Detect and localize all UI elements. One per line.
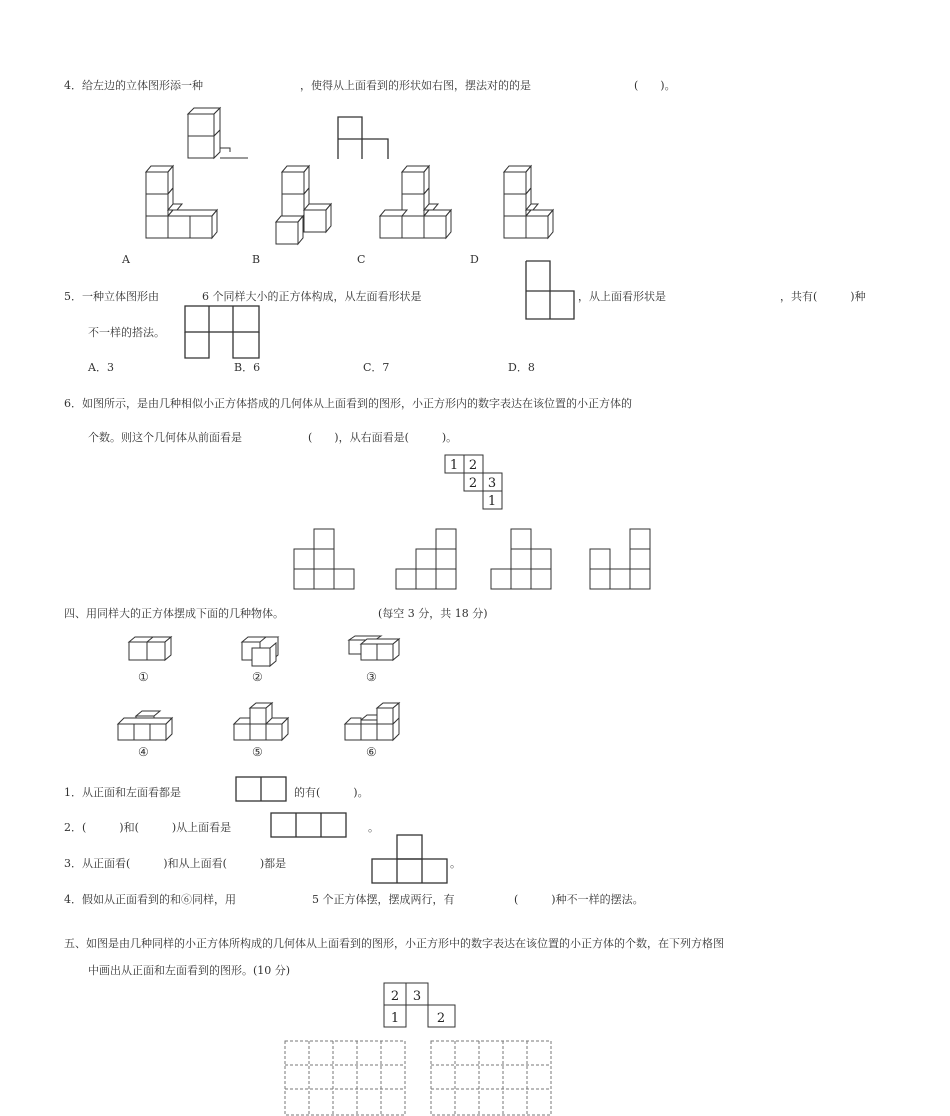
q6-top-view-grid (444, 454, 506, 514)
s4-item4-a: 4．假如从正面看到的和⑥同样，用 (64, 893, 236, 906)
q5-text-a: 5．一种立体图形由 (64, 290, 159, 303)
q6-line2a: 个数。则这个几何体从前面看是 (88, 431, 242, 444)
q4-top-view-target (336, 115, 396, 160)
q6-option-4-figure (589, 528, 651, 590)
q4-answer-paren: ( )。 (634, 79, 676, 92)
q5-top-view-figure (183, 304, 261, 362)
s4-object-3 (347, 634, 403, 662)
s4-label-2: ② (252, 670, 263, 684)
s4-item3-b: 。 (450, 857, 461, 870)
s4-label-1: ① (138, 670, 149, 684)
q4-option-b-label: B (252, 253, 261, 266)
s4-label-6: ⑥ (366, 745, 377, 759)
q5-text-b: 6 个同样大小的正方体构成，从左面看形状是 (202, 290, 422, 303)
q4-option-d-label: D (470, 253, 479, 266)
q5-text-c: ，从上面看形状是 (578, 290, 666, 303)
s4-object-5 (232, 702, 292, 742)
s4-heading: 四、用同样大的正方体摆成下面的几种物体。 (64, 607, 284, 620)
q5-text-d: ，共有( )种 (780, 290, 866, 303)
s4-label-3: ③ (366, 670, 377, 684)
q5-option-c: C．7 (363, 361, 390, 374)
s5-line2: 中画出从正面和左面看到的图形。(10 分) (88, 964, 291, 977)
s4-item1-b: 的有( )。 (294, 786, 369, 799)
q4-option-b-figure (272, 160, 362, 250)
q6-line1: 6．如图所示，是由几种相似小正方体搭成的几何体从上面看到的图形，小正方形内的数字表达在该位置的小正方体的 (64, 397, 632, 410)
q4-option-d-figure (498, 160, 568, 242)
s4-object-2 (238, 634, 288, 668)
s4-label-4: ④ (138, 745, 149, 759)
s4-score: (每空 3 分，共 18 分) (378, 607, 488, 620)
q6-cell-r1c2: 2 (468, 458, 478, 473)
q6-cell-r3c3: 1 (487, 494, 497, 509)
q5-text-e: 不一样的搭法。 (88, 326, 165, 339)
s4-item1-a: 1．从正面和左面看都是 (64, 786, 181, 799)
q5-option-b: B．6 (234, 361, 261, 374)
s4-object-1 (125, 634, 175, 662)
q6-cell-r2c2: 2 (468, 476, 478, 491)
q6-option-3-figure (490, 528, 552, 590)
s4-item2-a: 2．( )和( )从上面看是 (64, 821, 232, 834)
s5-left-view-answer-grid[interactable] (430, 1040, 554, 1116)
s5-cell-r1c2: 3 (412, 989, 422, 1004)
q6-line2b: ( )，从右面看是( )。 (308, 431, 458, 444)
s4-item4-b: 5 个正方体摆，摆成两行，有 (312, 893, 455, 906)
q4-option-a-figure (140, 160, 230, 242)
s5-top-view-grid (383, 982, 459, 1030)
q4-option-c-label: C (357, 253, 366, 266)
q5-option-a: A．3 (88, 361, 114, 374)
q4-option-a-label: A (122, 253, 130, 266)
s4-item2-shape (270, 812, 350, 840)
q4-add-cube-figure (180, 100, 260, 162)
s5-cell-r2c1: 1 (390, 1011, 400, 1026)
s4-label-5: ⑤ (252, 745, 263, 759)
s4-item2-b: 。 (368, 821, 379, 834)
q6-cell-r2c3: 3 (487, 476, 497, 491)
s4-item1-shape (235, 776, 289, 804)
q5-option-d: D．8 (508, 361, 535, 374)
s4-item3-shape (371, 834, 451, 886)
q6-option-2-figure (395, 528, 457, 590)
q6-cell-r1c1: 1 (449, 458, 459, 473)
s4-object-4 (116, 710, 176, 742)
s4-item3-a: 3．从正面看( )和从上面看( )都是 (64, 857, 287, 870)
q4-text-b: ，使得从上面看到的形状如右图，摆法对的的是 (300, 79, 531, 92)
q6-option-1-figure (293, 528, 355, 590)
s5-cell-r1c1: 2 (390, 989, 400, 1004)
q4-text-a: 4．给左边的立体图形添一种 (64, 79, 203, 92)
s4-object-6 (343, 702, 403, 742)
q4-option-c-figure (374, 160, 464, 242)
s5-line1: 五、如图是由几种同样的小正方体所构成的几何体从上面看到的图形，小正方形中的数字表达在该位置的小正方体的个数，在下列方格图 (64, 937, 724, 950)
s5-front-view-answer-grid[interactable] (284, 1040, 408, 1116)
s5-cell-r2c3: 2 (436, 1011, 446, 1026)
q5-left-view-figure (524, 259, 578, 323)
s4-item4-c: ( )种不一样的摆法。 (514, 893, 644, 906)
